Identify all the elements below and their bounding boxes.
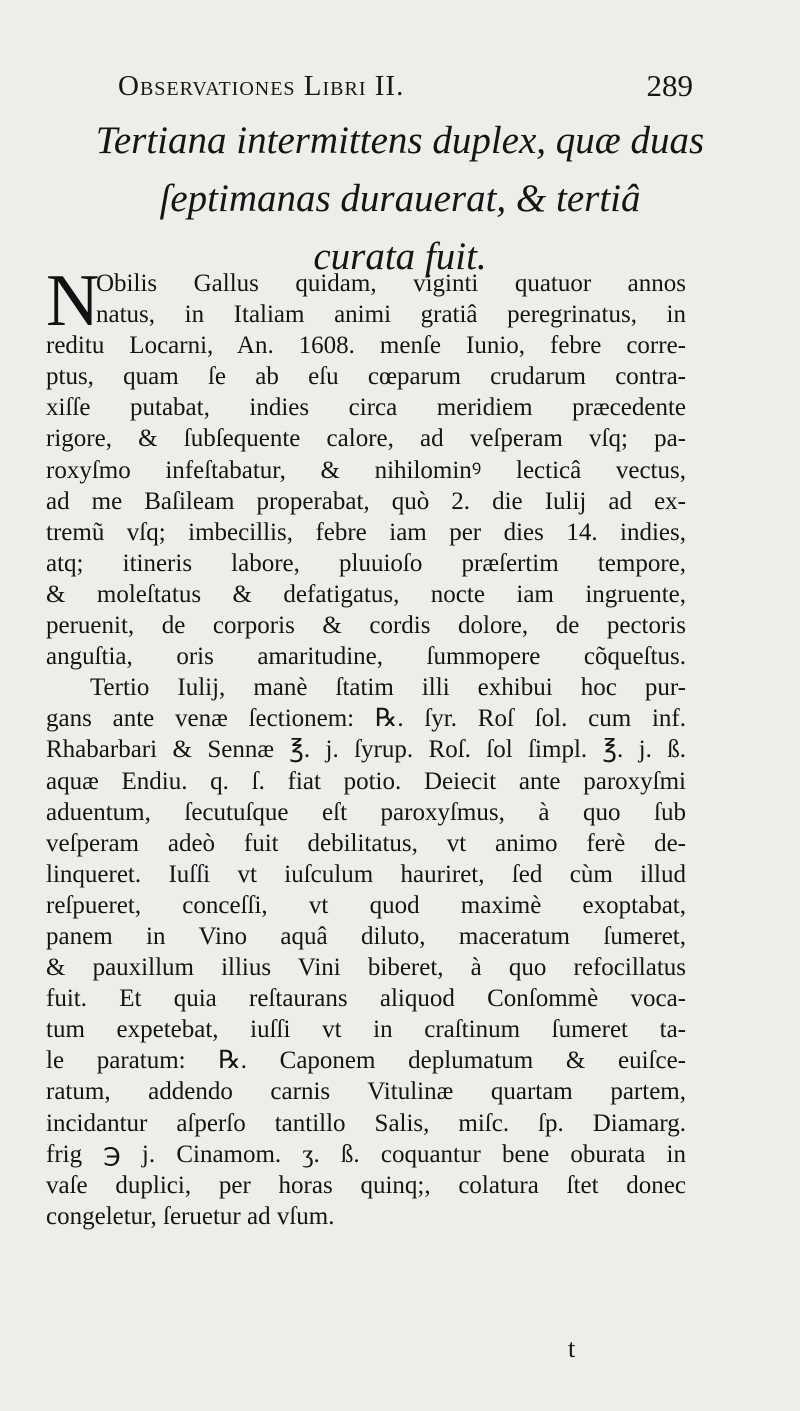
text-line: fuit. Et quia reſtaurans aliquod Conſommè voca- xyxy=(46,985,686,1013)
text-line: veſperam adeò fuit debilitatus, vt animo ferè de- xyxy=(46,829,686,857)
drop-cap: N xyxy=(46,260,100,342)
text-line: ad me Baſileam properabat, quò 2. die Iulij ad ex- xyxy=(46,487,686,515)
text-line: xiſſe putabat, indies circa meridiem præcedente xyxy=(46,394,686,422)
text-line: panem in Vino aquâ diluto, maceratum ſumeret, xyxy=(46,922,686,950)
text-line: vaſe duplici, per horas quinq;, colatura ſtet donec xyxy=(46,1171,686,1199)
text-line: tum expetebat, iuſſi vt in craſtinum ſumeret ta- xyxy=(46,1016,686,1044)
text-line: rigore, & ſubſequente calore, ad veſperam vſq; pa- xyxy=(46,425,686,453)
text-line: Rhabarbari & Sennæ ℥. j. ſyrup. Roſ. ſol ſimpl. ℥. j. ß. xyxy=(46,736,686,764)
text-line: incidantur aſperſo tantillo Salis, miſc. ſp. Diamarg. xyxy=(46,1109,686,1137)
text-line: Obilis Gallus quidam, viginti quatuor annos xyxy=(96,270,686,297)
text-line: tremũ vſq; imbecillis, febre iam per dies 14. indies, xyxy=(46,518,686,546)
text-line: roxyſmo infeſtabatur, & nihilominꝰ lecticâ vectus, xyxy=(46,456,686,484)
heading-line: curata fuit. xyxy=(313,235,487,278)
text-line: Tertio Iulij, manè ſtatim illi exhibui hoc pur- xyxy=(90,674,686,702)
text-line: natus, in Italiam animi gratiâ peregrinatus, in xyxy=(96,301,686,329)
text-line: congeletur, ſeruetur ad vſum. xyxy=(46,1202,335,1230)
text-line: atq; itineris labore, pluuioſo præſertim tempore, xyxy=(46,549,686,577)
text-line: aduentum, ſecutuſque eſt paroxyſmus, à quo ſub xyxy=(46,798,686,826)
heading-line: Tertiana intermittens duplex, quæ duas xyxy=(95,119,705,162)
text-line: frig ℈ j. Cinamom. ʒ. ß. coquantur bene oburata in xyxy=(46,1140,686,1168)
text-line: aquæ Endiu. q. ſ. fiat potio. Deiecit ante paroxyſmi xyxy=(46,767,686,795)
chapter-heading xyxy=(40,112,760,286)
running-head xyxy=(118,68,693,108)
page-number: 289 xyxy=(646,68,693,103)
text-line: & moleſtatus & defatigatus, nocte iam ingruente, xyxy=(46,580,686,608)
text-line: reſpueret, conceſſi, vt quod maximè exoptabat, xyxy=(46,891,686,919)
text-line: peruenit, de corporis & cordis dolore, de pectoris xyxy=(46,612,686,640)
heading-line: ſeptimanas durauerat, & tertiâ xyxy=(159,177,641,220)
text-line: & pauxillum illius Vini biberet, à quo refocillatus xyxy=(46,954,686,982)
body-text xyxy=(46,260,686,1232)
text-line: linqueret. Iuſſi vt iuſculum hauriret, ſed cùm illud xyxy=(46,860,686,888)
text-line: gans ante venæ ſectionem: ℞. ſyr. Roſ ſol. cum inf. xyxy=(46,705,686,733)
text-line: ratum, addendo carnis Vitulinæ quartam partem, xyxy=(46,1078,686,1106)
running-head-title: Observationes Libri II. xyxy=(118,70,405,102)
text-line: le paratum: ℞. Caponem deplumatum & euiſce- xyxy=(46,1047,686,1075)
catchword: t xyxy=(568,1334,576,1363)
text-line: ptus, quam ſe ab eſu cœparum crudarum contra- xyxy=(46,363,686,391)
text-line: reditu Locarni, An. 1608. menſe Iunio, febre corre- xyxy=(46,332,686,360)
text-line: anguſtia, oris amaritudine, ſummopere cõqueſtus. xyxy=(46,643,686,671)
